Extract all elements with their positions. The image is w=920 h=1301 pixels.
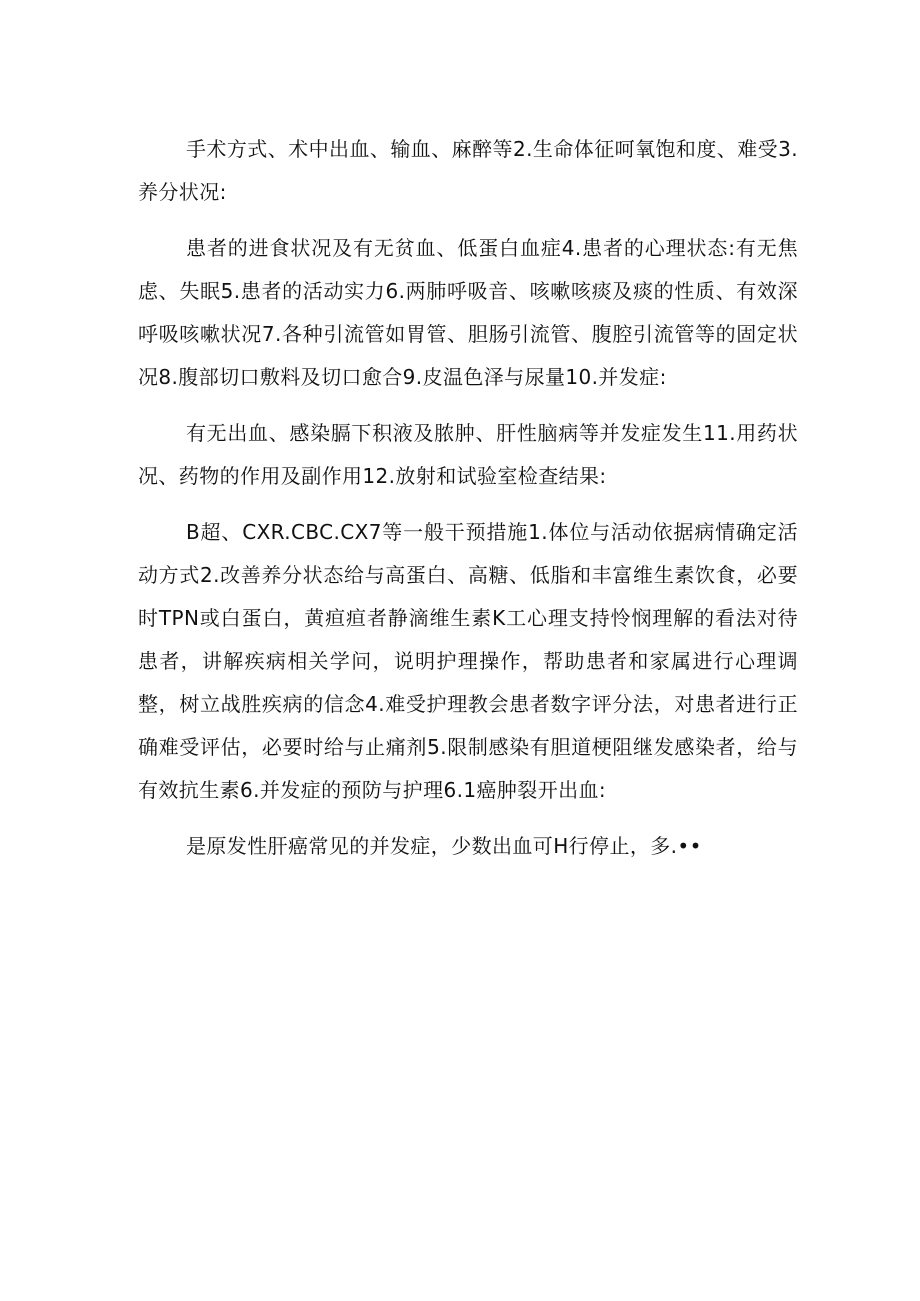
paragraph-1: 手术方式、术中出血、输血、麻醉等2.生命体征呵氧饱和度、难受3.养分状况: (138, 137, 798, 204)
paragraph-4: B超、CXR.CBC.CX7等一般干预措施1.体位与活动依据病情确定活动方式2.改善养分状态给与高蛋白、高糖、低脂和丰富维生素饮食，必要时TPN或白蛋白，黄疸疸者静滴维生素K工心理支持怜悯理解的看法对待患者，讲解疾病相关学问，说明护理操作，帮助患者和家属进行心理调整，树立战胜疾病的信念4.难受护理教会患者数字评分法，对患者进行正确难受评估，必要时给与止痛剂5.限制感染有胆道梗阻继发感染者，给与有效抗生素6.并发症的预防与护理6.1癌肿裂开出血: (138, 520, 798, 802)
paragraph-3: 有无出血、感染膈下积液及脓肿、肝性脑病等并发症发生11.用药状况、药物的作用及副作用12.放射和试验室检查结果: (138, 421, 798, 488)
paragraph-5: 是原发性肝癌常见的并发症，少数出血可H行停止，多.•• (186, 834, 702, 858)
document-body (138, 128, 798, 881)
paragraph-2: 患者的进食状况及有无贫血、低蛋白血症4.患者的心理状态:有无焦虑、失眠5.患者的活动实力6.两肺呼吸音、咳嗽咳痰及痰的性质、有效深呼吸咳嗽状况7.各种引流管如胃管、胆肠引流管、腹腔引流管等的固定状况8.腹部切口敷料及切口愈合9.皮温色泽与尿量10.并发症: (138, 236, 798, 389)
